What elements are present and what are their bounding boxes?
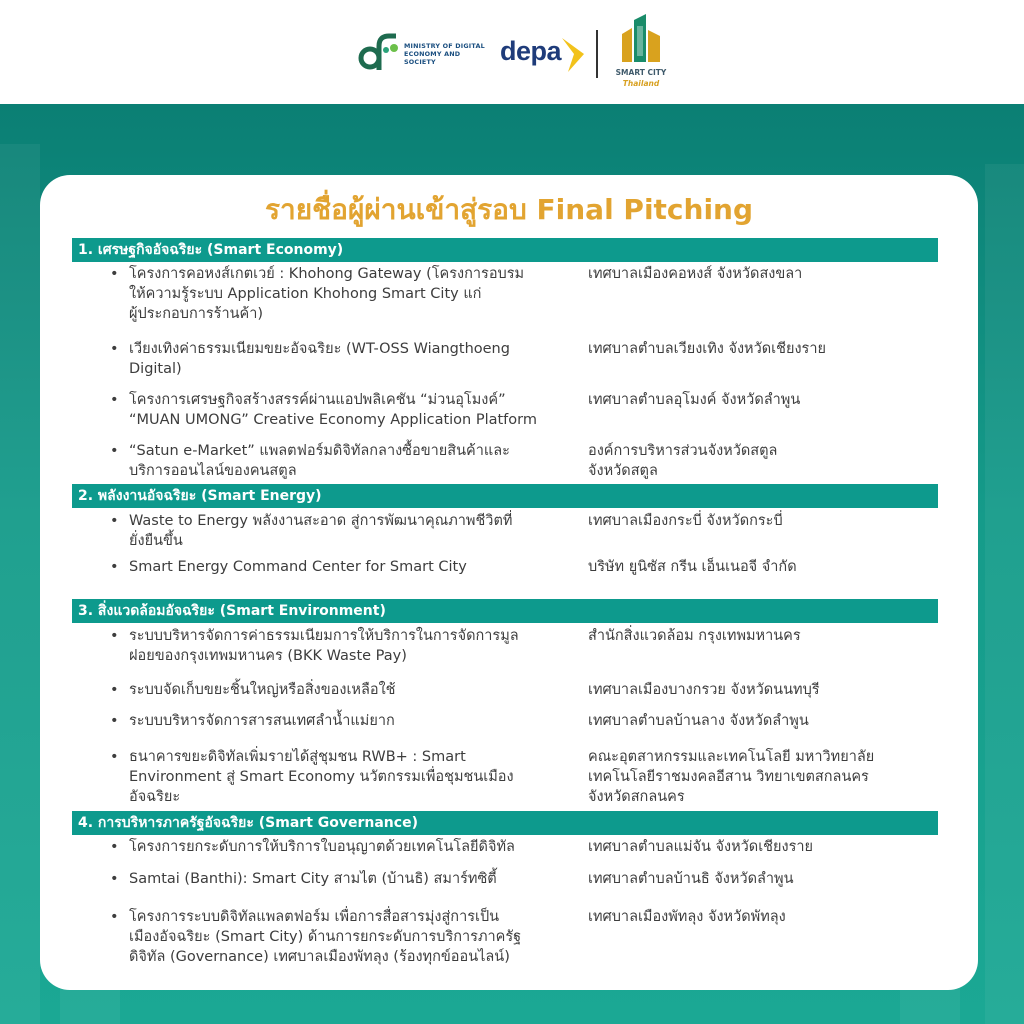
bullet: • (110, 713, 119, 729)
bullet: • (110, 871, 119, 887)
organization-name: เทศบาลตำบลเวียงเทิง จังหวัดเชียงราย (588, 341, 826, 357)
bullet: • (110, 749, 119, 765)
list-item (110, 869, 550, 889)
project-name: Smart Energy Command Center for Smart City (129, 559, 467, 575)
project-name: โครงการคอหงส์เกตเวย์ : Khohong Gateway (โครงการอบรม ให้ความรู้ระบบ Application Khohong Smart City แก่ ผู้ประกอบการร้านค้า) (129, 266, 525, 322)
project-name: “Satun e-Market” แพลตฟอร์มดิจิทัลกลางซื้อขายสินค้าและ บริการออนไลน์ของคนสตูล (129, 443, 510, 479)
organization-name: เทศบาลตำบลบ้านธิ จังหวัดลำพูน (588, 871, 794, 887)
section-heading-smart-governance: 4. การบริหารภาครัฐอัจฉริยะ (Smart Governance) (72, 811, 938, 835)
page-title: รายชื่อผู้ผ่านเข้าสู่รอบ Final Pitching (264, 193, 754, 226)
project-name: ธนาคารขยะดิจิทัลเพิ่มรายได้สู่ชุมชน RWB+ : Smart Environment สู่ Smart Economy นวัตกรรมเพื่อชุมชนเมือง อัจฉริยะ (129, 749, 514, 805)
bullet: • (110, 443, 119, 459)
bullet: • (110, 682, 119, 698)
project-name: ระบบบริหารจัดการค่าธรรมเนียมการให้บริการในการจัดการมูล ฝอยของกรุงเทพมหานคร (BKK Waste Pay) (129, 628, 519, 664)
smart-city-building-icon (618, 14, 664, 64)
mdes-logo-text: MINISTRY OF DIGITAL ECONOMY AND SOCIETY (404, 42, 485, 66)
list-item (110, 264, 550, 324)
thailand-text: Thailand (622, 79, 660, 88)
project-name: ระบบจัดเก็บขยะชิ้นใหญ่หรือสิ่งของเหลือใช้ (129, 682, 396, 698)
project-name: โครงการเศรษฐกิจสร้างสรรค์ผ่านแอปพลิเคชัน “ม่วนอุโมงค์” “MUAN UMONG” Creative Economy Application Platform (129, 392, 537, 428)
project-name: โครงการยกระดับการให้บริการใบอนุญาตด้วยเทคโนโลยีดิจิทัล (129, 839, 515, 855)
bullet: • (110, 266, 119, 282)
project-name: เวียงเทิงค่าธรรมเนียมขยะอัจฉริยะ (WT-OSS Wiangthoeng Digital) (129, 341, 510, 377)
section-heading-smart-environment: 3. สิ่งแวดล้อมอัจฉริยะ (Smart Environment) (72, 599, 938, 623)
list-item (110, 441, 550, 481)
organization-name: เทศบาลตำบลอุโมงค์ จังหวัดลำพูน (588, 392, 801, 408)
list-item (110, 711, 550, 731)
bullet: • (110, 909, 119, 925)
project-name: ระบบบริหารจัดการสารสนเทศลำน้ำแม่ยาก (129, 713, 395, 729)
project-name: Samtai (Banthi): Smart City สามไต (บ้านธิ) สมาร์ทซิตี้ (129, 871, 497, 887)
smart-city-thailand-logo (612, 14, 670, 94)
list-item (110, 837, 550, 857)
organization-name: เทศบาลเมืองกระบี่ จังหวัดกระบี่ (588, 513, 783, 529)
smart-city-text: SMART CITY (615, 68, 667, 77)
organization-name: เทศบาลตำบลแม่จัน จังหวัดเชียงราย (588, 839, 814, 855)
organization-name: องค์การบริหารส่วนจังหวัดสตูล จังหวัดสตูล (588, 443, 778, 479)
bullet: • (110, 392, 119, 408)
depa-arrow-icon (560, 34, 586, 74)
organization-name: เทศบาลเมืองบางกรวย จังหวัดนนทบุรี (588, 682, 820, 698)
organization-name: เทศบาลเมืองคอหงส์ จังหวัดสงขลา (588, 266, 803, 282)
project-name: Waste to Energy พลังงานสะอาด สู่การพัฒนาคุณภาพชีวิตที่ ยั่งยืนขึ้น (129, 513, 513, 549)
list-item (110, 557, 550, 577)
section-heading-smart-economy: 1. เศรษฐกิจอัจฉริยะ (Smart Economy) (72, 238, 938, 262)
depa-logo (500, 28, 590, 74)
list-item (110, 907, 550, 967)
organization-name: คณะอุตสาหกรรมและเทคโนโลยี มหาวิทยาลัย เทคโนโลยีราชมงคลอีสาน วิทยาเขตสกลนคร จังหวัดสกลนคร (588, 749, 875, 805)
organization-name: เทศบาลเมืองพัทลุง จังหวัดพัทลุง (588, 909, 786, 925)
logo-divider (596, 30, 598, 78)
organization-name: สำนักสิ่งแวดล้อม กรุงเทพมหานคร (588, 628, 801, 644)
list-item (110, 747, 550, 807)
list-item (110, 390, 550, 430)
organization-name: บริษัท ยูนิซัส กรีน เอ็นเนอจี จำกัด (588, 559, 797, 575)
bullet: • (110, 559, 119, 575)
bullet: • (110, 341, 119, 357)
list-item (110, 680, 550, 700)
bullet: • (110, 513, 119, 529)
section-heading-smart-energy: 2. พลังงานอัจฉริยะ (Smart Energy) (72, 484, 938, 508)
mdes-logo-icon (356, 30, 400, 76)
organization-name: เทศบาลตำบลบ้านลาง จังหวัดลำพูน (588, 713, 809, 729)
mdes-logo (356, 30, 491, 76)
bullet: • (110, 628, 119, 644)
list-item (110, 626, 550, 666)
bullet: • (110, 839, 119, 855)
depa-logo-text: depa (500, 36, 562, 66)
list-item (110, 511, 550, 551)
list-item (110, 339, 550, 379)
project-name: โครงการระบบดิจิทัลแพลตฟอร์ม เพื่อการสื่อสารมุ่งสู่การเป็น เมืองอัจฉริยะ (Smart City) ด้านการยกระดับการบริการภาครัฐ ดิจิทัล (Governance) เทศบาลเมืองพัทลุง (ร้องทุกข์ออนไลน์) (129, 909, 522, 965)
